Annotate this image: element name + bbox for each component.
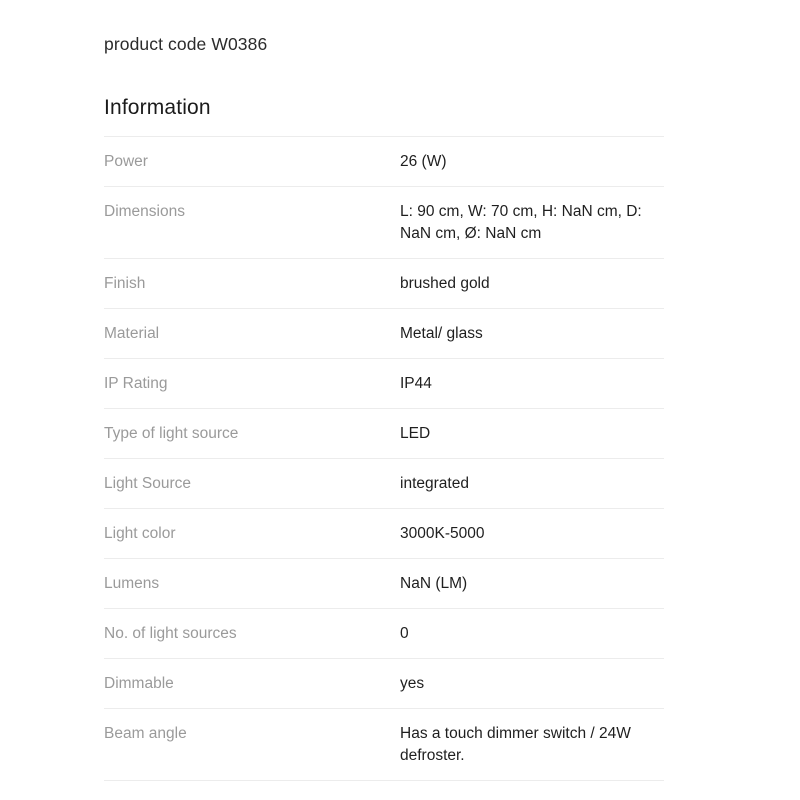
spec-value: 0	[400, 624, 409, 642]
spec-value: brushed gold	[400, 274, 490, 292]
spec-value: LED	[400, 424, 431, 442]
spec-label: Lumens	[104, 574, 160, 592]
table-row	[104, 658, 664, 708]
table-row	[104, 458, 664, 508]
spec-label: Dimmable	[104, 674, 174, 692]
spec-value: NaN (LM)	[400, 574, 468, 592]
spec-label: No. of light sources	[104, 624, 237, 642]
spec-value: Has a touch dimmer switch / 24W defroster.	[400, 724, 631, 764]
table-row	[104, 608, 664, 658]
table-row	[104, 708, 664, 780]
spec-value: yes	[400, 674, 425, 692]
spec-label: Light color	[104, 524, 176, 542]
specification-table-body	[104, 136, 664, 780]
table-row	[104, 186, 664, 258]
spec-label: Light Source	[104, 474, 192, 492]
spec-value: integrated	[400, 474, 469, 492]
spec-label: Finish	[104, 274, 146, 292]
spec-value: Metal/ glass	[400, 324, 483, 342]
spec-value: L: 90 cm, W: 70 cm, H: NaN cm, D: NaN cm, Ø: NaN cm	[400, 202, 642, 242]
table-row	[104, 308, 664, 358]
product-code: product code W0386	[104, 34, 268, 54]
table-row	[104, 558, 664, 608]
spec-label: IP Rating	[104, 374, 168, 392]
spec-label: Power	[104, 152, 148, 170]
spec-label: Material	[104, 324, 160, 342]
spec-label: Type of light source	[104, 424, 239, 442]
table-row	[104, 408, 664, 458]
specification-table	[104, 136, 664, 781]
spec-value: 3000K-5000	[400, 524, 485, 542]
spec-label: Dimensions	[104, 202, 185, 220]
table-row	[104, 508, 664, 558]
table-row	[104, 258, 664, 308]
spec-value: 26 (W)	[400, 152, 447, 170]
spec-label: Beam angle	[104, 724, 187, 742]
page-title: Information	[104, 95, 211, 119]
table-row	[104, 358, 664, 408]
table-row	[104, 136, 664, 186]
spec-value: IP44	[400, 374, 432, 392]
